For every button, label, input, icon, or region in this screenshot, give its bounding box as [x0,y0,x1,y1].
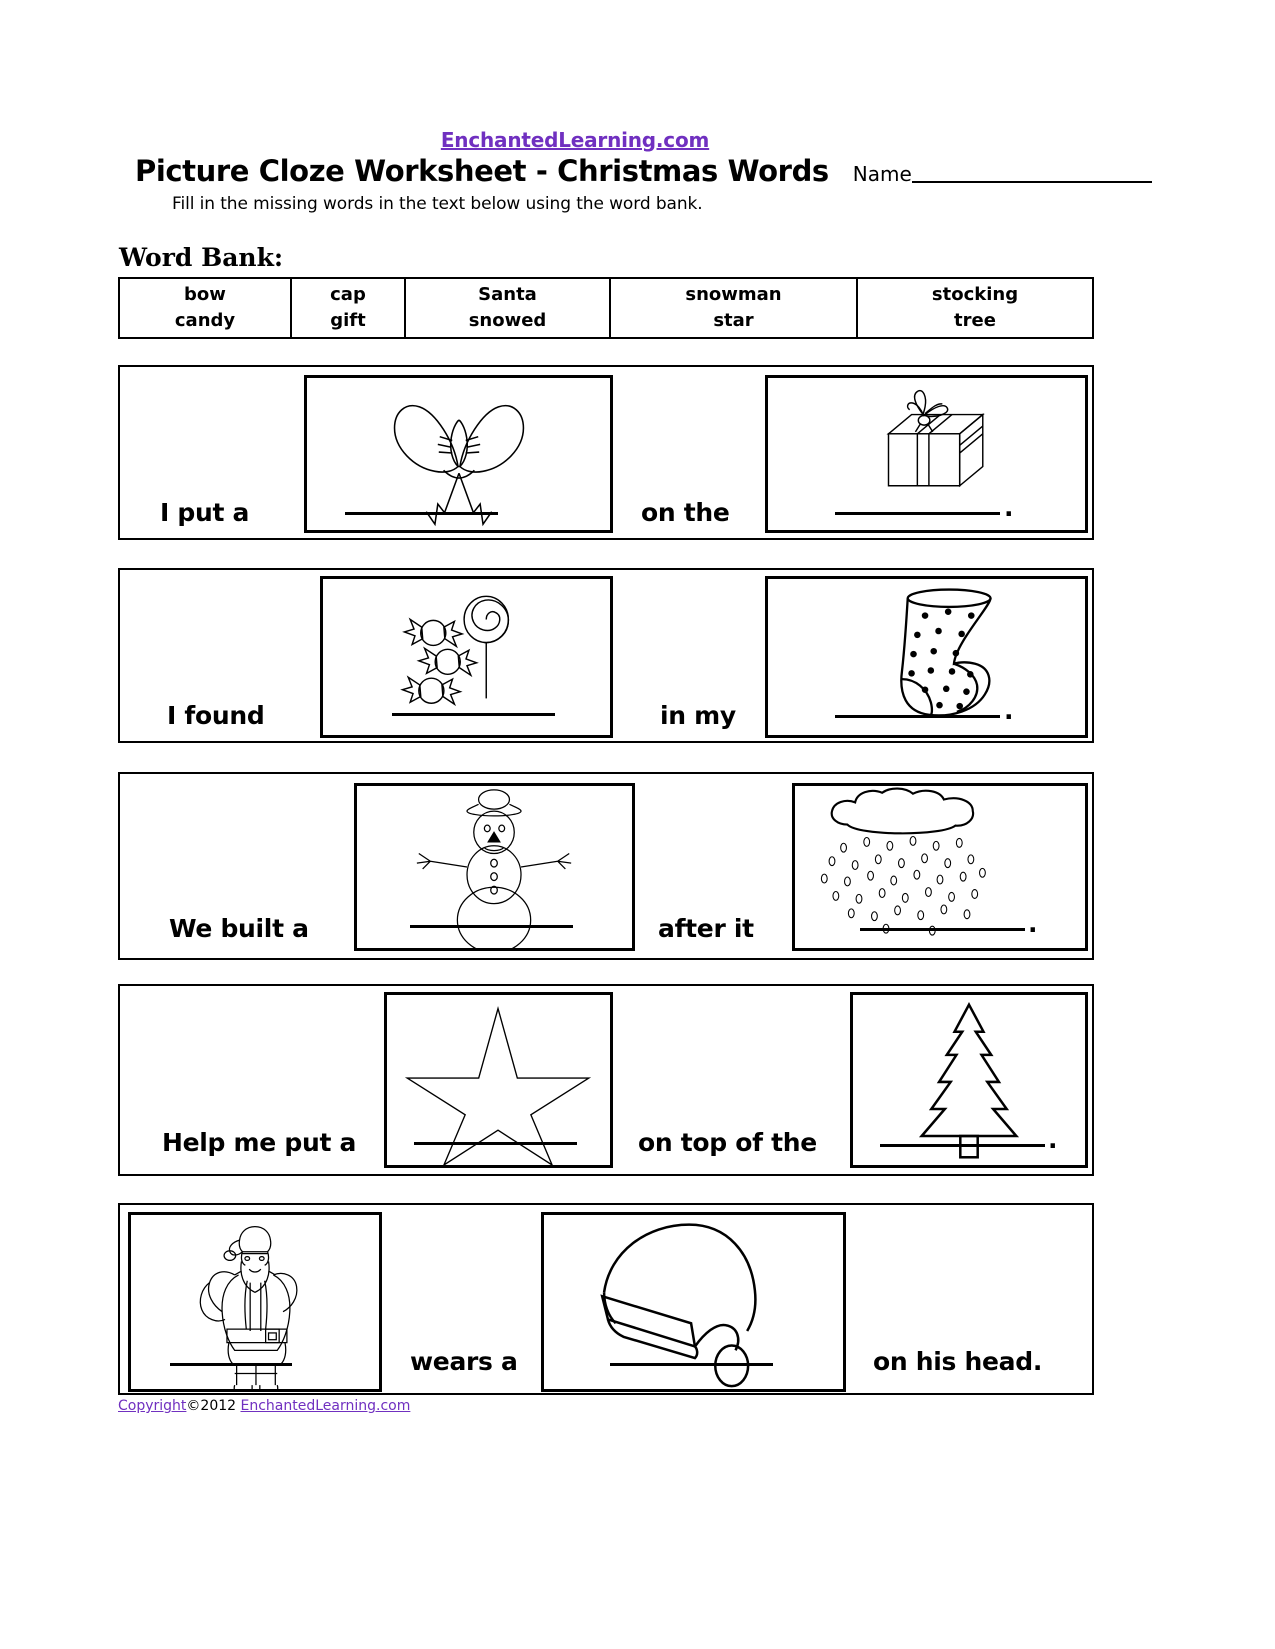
word-bank-table [118,277,1094,339]
sentence-1-middle-text: on the [641,498,730,527]
footer-site-link[interactable]: EnchantedLearning.com [240,1398,411,1414]
word-bank-word: tree [954,310,996,331]
answer-blank-5a[interactable] [170,1363,292,1366]
answer-blank-5b[interactable] [610,1363,773,1366]
sentence-1-period: . [1004,493,1014,522]
sentence-3-period: . [1028,909,1038,938]
star-icon [387,995,610,1165]
stocking-icon [768,579,1085,735]
title-row [135,154,1145,188]
site-link-row [0,128,1150,152]
answer-blank-3b[interactable] [860,928,1025,931]
word-bank-word: snowman [685,283,782,305]
sentence-2-period: . [1004,696,1014,725]
bow-icon [307,378,610,530]
sentence-row-3 [118,772,1094,960]
copyright-footer [118,1398,410,1414]
sentence-row-1 [118,365,1094,540]
sentence-2-lead-text: I found [167,701,265,730]
copyright-year: ©2012 [186,1398,241,1414]
word-bank-word: gift [330,310,366,331]
copyright-link[interactable]: Copyright [118,1398,187,1414]
enchantedlearning-link[interactable]: EnchantedLearning.com [440,128,710,152]
sentence-4-period: . [1048,1125,1058,1154]
sentence-5-middle-text: wears a [410,1347,518,1376]
sentence-row-5 [118,1203,1094,1395]
word-bank-word: candy [174,310,236,331]
word-bank-word: cap [330,283,366,305]
sentence-3-lead-text: We built a [169,914,309,943]
picture-box-bow [304,375,613,533]
name-label: Name [852,162,912,186]
candy-icon [323,579,610,735]
picture-box-stocking [765,576,1088,738]
word-bank-column [292,279,406,337]
snowman-icon [357,786,632,948]
word-bank-column [406,279,611,337]
answer-blank-4b[interactable] [880,1144,1045,1147]
instructions-text: Fill in the missing words in the text below using the word bank. [172,194,703,214]
word-bank-word: bow [184,283,226,305]
picture-box-gift [765,375,1088,533]
word-bank-heading: Word Bank: [119,243,284,272]
gift-icon [768,378,1085,530]
snowing-cloud-icon [795,786,1085,948]
answer-blank-4a[interactable] [414,1142,577,1145]
word-bank-word: Santa [478,283,537,305]
answer-blank-2a[interactable] [392,713,555,716]
sentence-row-4 [118,984,1094,1176]
word-bank-word: stocking [931,283,1019,305]
answer-blank-3a[interactable] [410,925,573,928]
name-input-line[interactable] [912,181,1152,183]
answer-blank-1b[interactable] [835,512,1000,515]
word-bank-column [611,279,858,337]
word-bank-word: snowed [468,310,547,331]
word-bank-column [858,279,1092,337]
sentence-3-middle-text: after it [658,914,754,943]
word-bank-word: star [713,310,754,331]
sentence-2-middle-text: in my [660,701,736,730]
sentence-1-lead-text: I put a [160,498,250,527]
sentence-4-middle-text: on top of the [638,1128,817,1157]
picture-box-snowing [792,783,1088,951]
sentence-4-lead-text: Help me put a [162,1128,357,1157]
name-field-group [853,162,1152,186]
answer-blank-2b[interactable] [835,715,1000,718]
sentence-row-2 [118,568,1094,743]
word-bank-column [120,279,292,337]
sentence-5-end-text: on his head. [873,1347,1043,1376]
answer-blank-1a[interactable] [345,512,498,515]
page-title: Picture Cloze Worksheet - Christmas Words [135,154,829,188]
